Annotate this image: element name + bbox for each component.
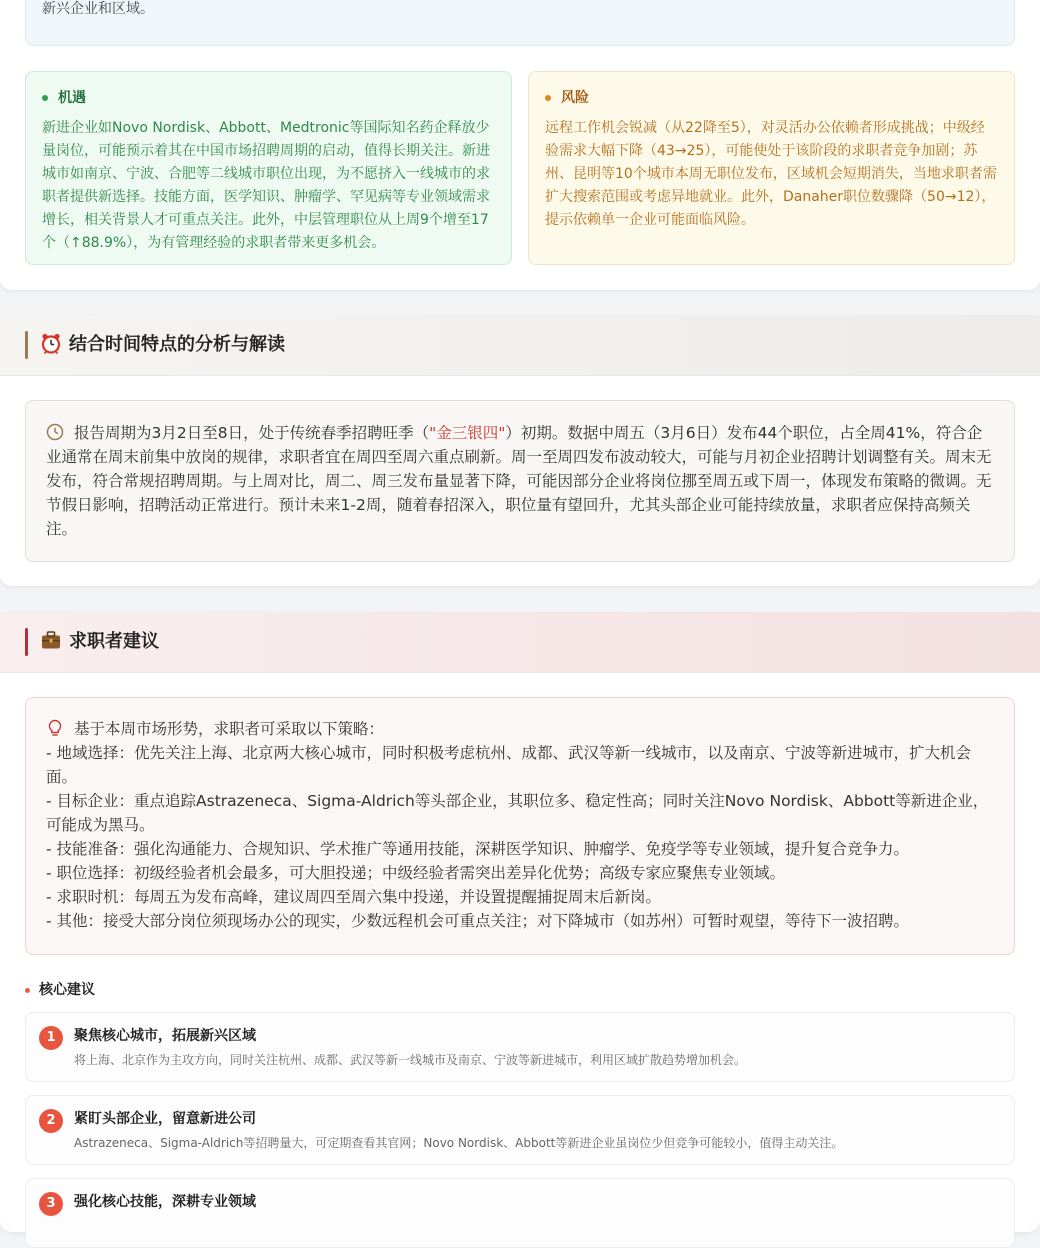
time-highlight: "金三银四" <box>429 424 506 442</box>
bullet-dot-icon <box>42 95 48 101</box>
risk-box <box>528 71 1015 265</box>
advice-line-other: - 其他：接受大部分岗位须现场办公的现实，少数远程机会可重点关注；对下降城市（如苏州）可暂时观望，等待下一波招聘。 <box>46 912 910 930</box>
summary-box <box>25 0 1015 46</box>
advice-line-timing: - 求职时机：每周五为发布高峰，建议周四至周六集中投递，并设置提醒捕捉周末后新岗。 <box>46 888 662 906</box>
header-accent-bar <box>25 628 28 656</box>
core-item-description: Astrazeneca、Sigma-Aldrich等招聘量大，可定期查看其官网；Novo Nordisk、Abbott等新进企业虽岗位少但竞争可能较小，值得主动关注。 <box>74 1136 844 1150</box>
core-item-number: 3 <box>39 1192 63 1216</box>
core-advice-item <box>25 1012 1015 1082</box>
core-advice-item <box>25 1095 1015 1165</box>
core-item-heading: 聚焦核心城市，拓展新兴区域 <box>74 1028 256 1044</box>
advice-intro <box>46 717 994 741</box>
risk-title <box>545 88 998 108</box>
core-item-heading: 紧盯头部企业，留意新进公司 <box>74 1111 256 1127</box>
core-advice-title <box>25 980 95 1000</box>
section-header <box>0 612 1040 673</box>
time-text-after: ）初期。数据中周五（3月6日）发布44个职位，占全周41%，符合企业通常在周末前集中放岗的规律，求职者宜在周四至周六重点刷新。周一至周四发布波动较大，可能与月初企业招聘计划调整有关。周末无发布，符合常规招聘周期。与上周对比，周二、周三发布量显著下降，可能因部分企业将岗位挪至周五或下周一，体现发布策略的微调。无节假日影响，招聘活动正常进行。预计未来1-2周，随着春招深入，职位量有望回升，尤其头部企业可能持续放量，求职者应保持高频关注。 <box>46 424 992 538</box>
alarm-clock-icon <box>40 332 62 354</box>
time-analysis-card <box>0 315 1040 586</box>
opportunity-box <box>25 71 512 265</box>
market-summary-card <box>0 0 1040 290</box>
core-item-number: 2 <box>39 1109 63 1133</box>
core-item-number: 1 <box>39 1026 63 1050</box>
advice-line-companies: - 目标企业：重点追踪Astrazeneca、Sigma-Aldrich等头部企业，其职位多、稳定性高；同时关注Novo Nordisk、Abbott等新进企业，可能成为黑马。 <box>46 792 989 834</box>
opportunity-title-text: 机遇 <box>58 90 86 106</box>
opportunity-title <box>42 88 495 108</box>
summary-line-2: 新兴企业和区域。 <box>42 1 154 17</box>
advice-box <box>25 697 1015 955</box>
bullet-dot-icon <box>545 95 551 101</box>
time-analysis-box <box>25 400 1015 562</box>
advice-line-positions: - 职位选择：初级经验者机会最多，可大胆投递；中级经验者需突出差异化优势；高级专家应聚焦专业领域。 <box>46 864 786 882</box>
lightbulb-icon <box>46 719 64 737</box>
core-item-description: 将上海、北京作为主攻方向，同时关注杭州、成都、武汉等新一线城市及南京、宁波等新进城市，利用区域扩散趋势增加机会。 <box>74 1053 747 1067</box>
risk-text: 远程工作机会锐减（从22降至5），对灵活办公依赖者形成挑战；中级经验需求大幅下降（43→25），可能使处于该阶段的求职者竞争加剧；苏州、昆明等10个城市本周无职位发布，区域机会短期消失，当地求职者需扩大搜索范围或考虑异地就业。此外，Danaher职位数骤降（50→12），提示依赖单一企业可能面临风险。 <box>545 120 997 228</box>
time-text-before: 报告周期为3月2日至8日，处于传统春季招聘旺季（ <box>74 424 430 442</box>
advice-line-region: - 地域选择：优先关注上海、北京两大核心城市，同时积极考虑杭州、成都、武汉等新一线城市，以及南京、宁波等新进城市，扩大机会面。 <box>46 744 972 786</box>
core-advice-item <box>25 1178 1015 1248</box>
bullet-dot-icon <box>25 988 30 993</box>
clock-icon <box>46 423 64 441</box>
advice-line-skills: - 技能准备：强化沟通能力、合规知识、学术推广等通用技能，深耕医学知识、肿瘤学、免疫学等专业领域，提升复合竞争力。 <box>46 840 910 858</box>
advice-intro-text: 基于本周市场形势，求职者可采取以下策略： <box>74 720 385 738</box>
section-title: 求职者建议 <box>69 631 159 652</box>
opportunity-text: 新进企业如Novo Nordisk、Abbott、Medtronic等国际知名药企释放少量岗位，可能预示着其在中国市场招聘周期的启动，值得长期关注。新进城市如南京、宁波、合肥等二线城市职位出现，为不愿挤入一线城市的求职者提供新选择。技能方面，医学知识、肿瘤学、罕见病等专业领域需求增长，相关背景人才可重点关注。此外，中层管理职位从上周9个增至17个（↑88.9%），为有管理经验的求职者带来更多机会。 <box>42 120 490 251</box>
job-seeker-advice-card <box>0 612 1040 1232</box>
header-accent-bar <box>25 331 28 359</box>
briefcase-icon <box>40 629 62 651</box>
section-header <box>0 315 1040 376</box>
core-advice-title-text: 核心建议 <box>39 982 95 998</box>
core-item-heading: 强化核心技能，深耕专业领域 <box>74 1194 256 1210</box>
section-title: 结合时间特点的分析与解读 <box>69 334 285 355</box>
risk-title-text: 风险 <box>561 90 589 106</box>
